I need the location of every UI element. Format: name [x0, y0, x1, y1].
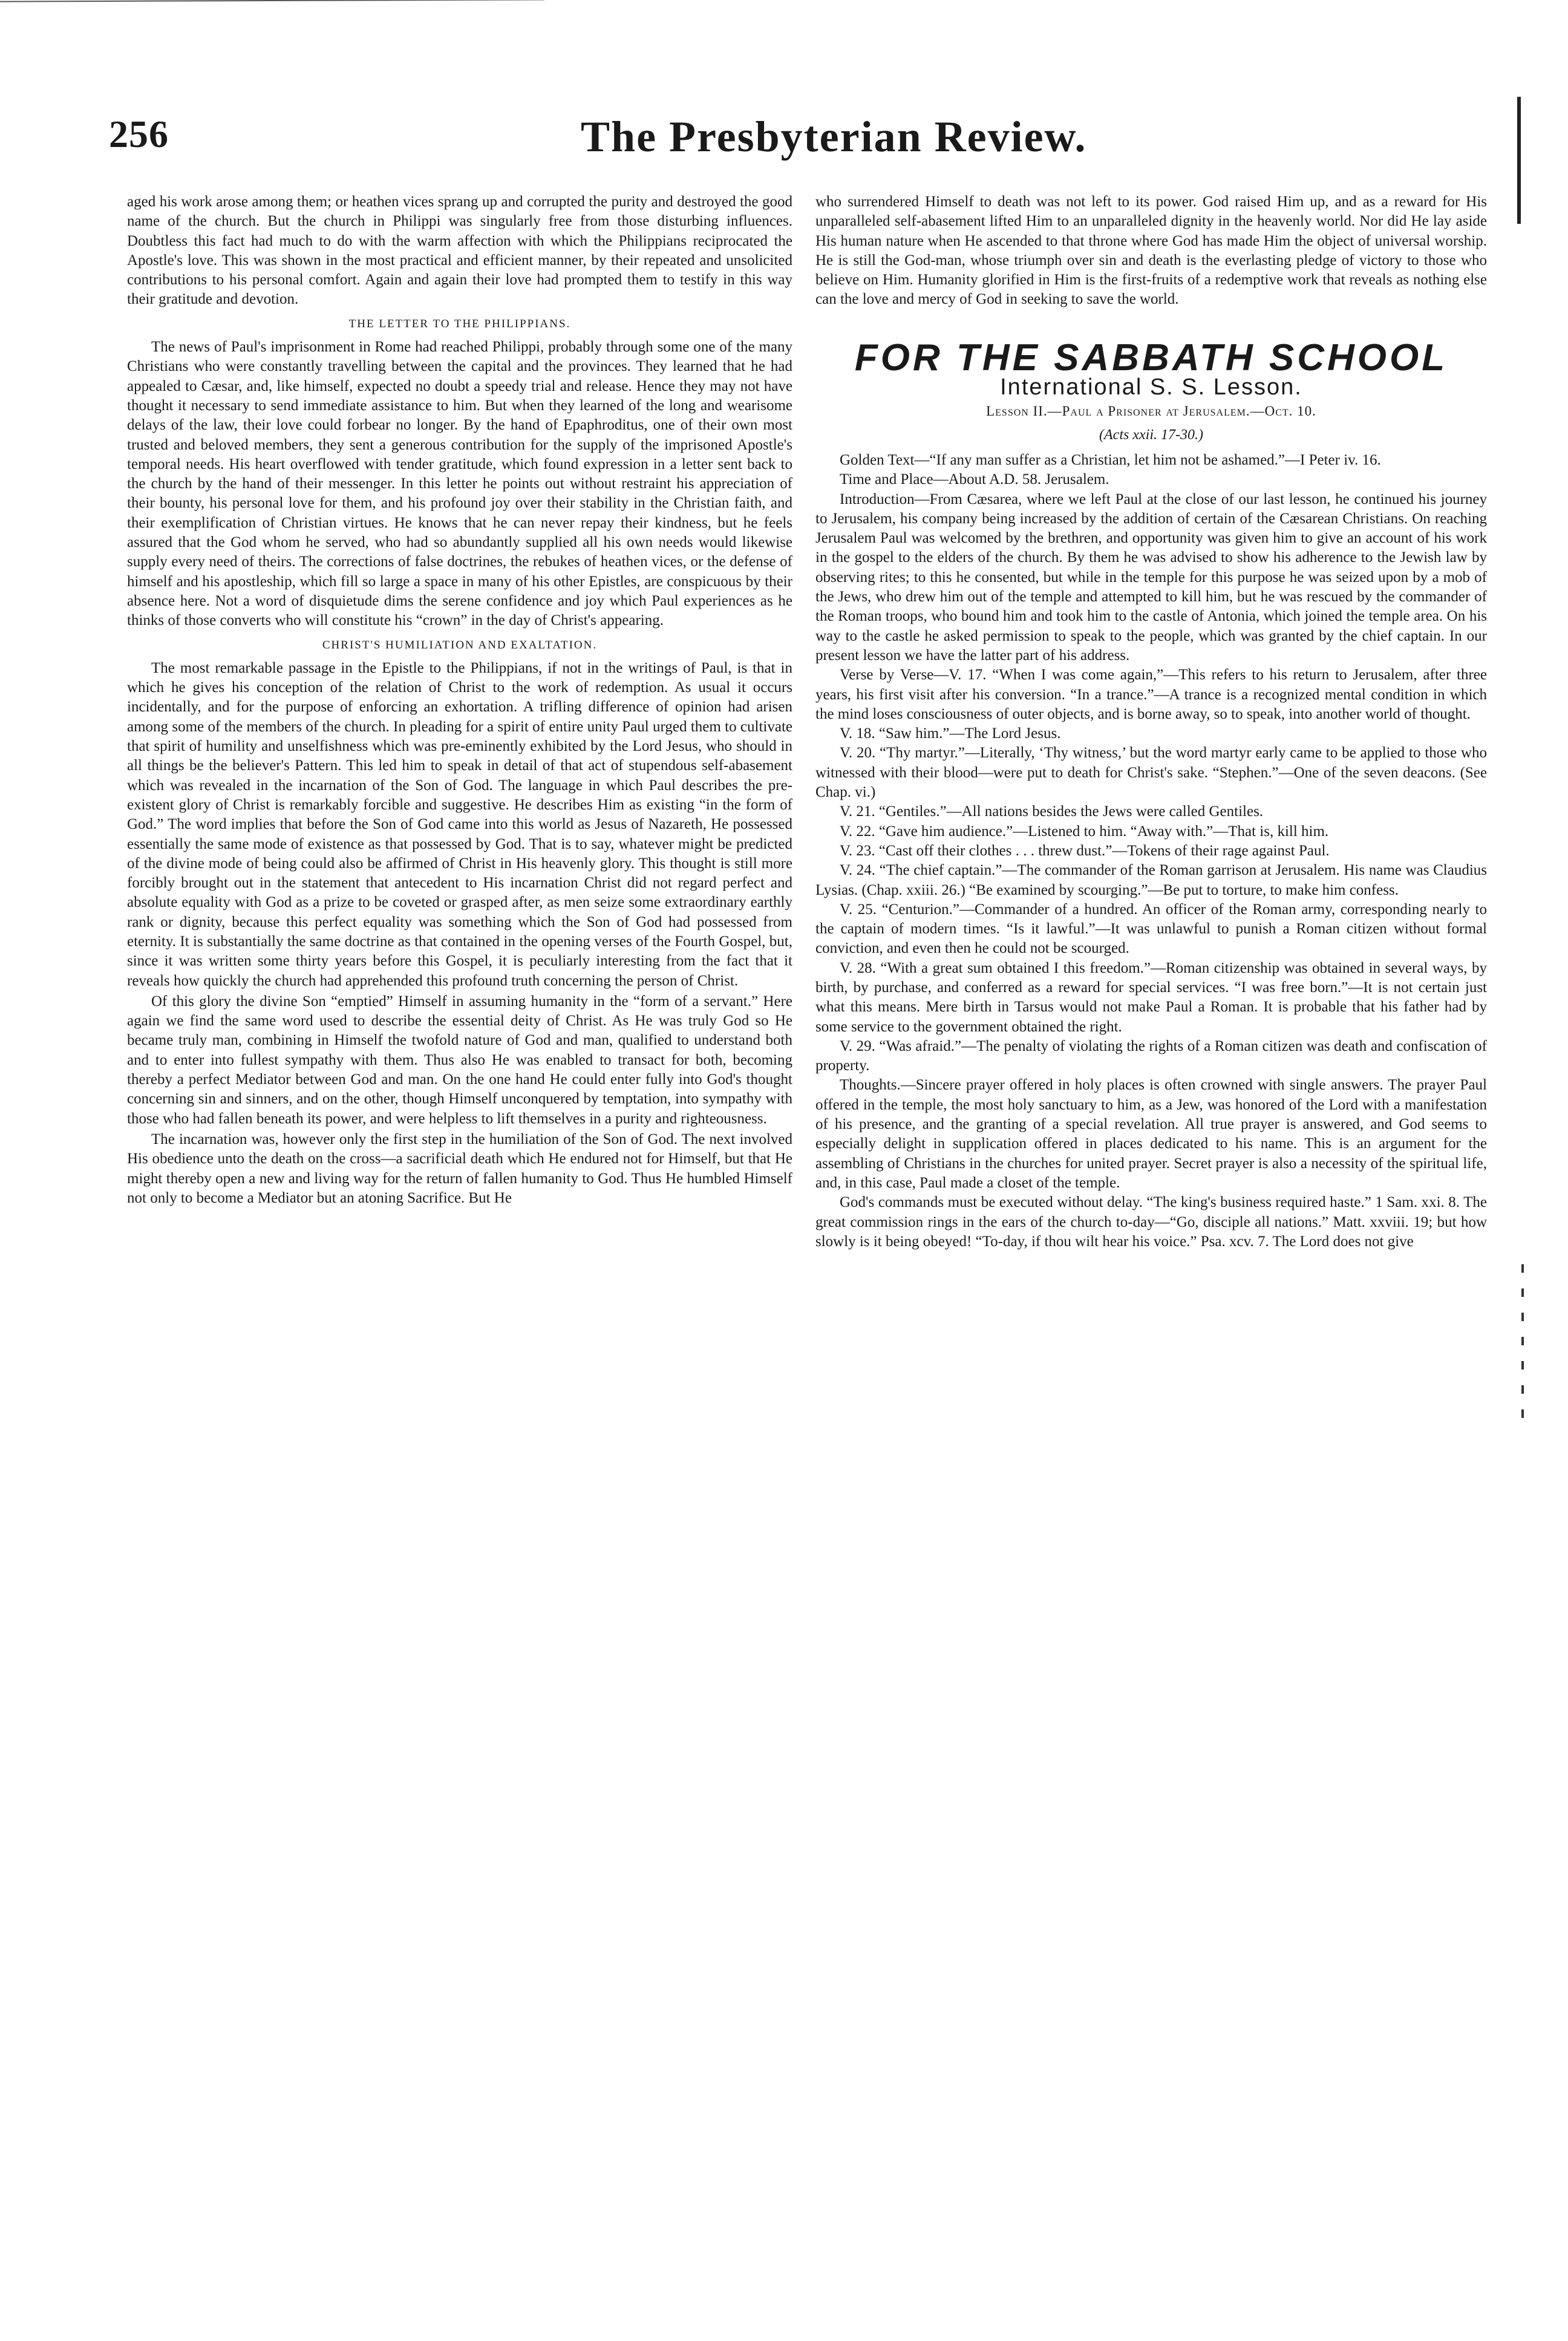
verse-note: V. 22. “Gave him audience.”—Listened to him. “Away with.”—That is, kill him.: [840, 823, 1329, 840]
scan-edge-line: [0, 0, 544, 10]
paragraph: The most remarkable passage in the Epistle to the Philippians, if not in the writings of Paul, is that in which he gives his conception of the relation of Christ to the work of redemption. As usual it occurs incidentally, and for the purpose of enforcing an exhortation. A trifling difference of opinion had arisen among some of the members of the church. In pleading for a spirit of entire unity Paul urged them to cultivate that spirit of humility and unselfishness which was pre-eminently exhibited by the Lord Jesus, who should in all things be the believer's Pattern. This led him to speak in detail of that act of stupendous self-abasement which was revealed in the incarnation of the Son of God. The language in which Paul describes the pre-existent glory of Christ is remarkably forcible and suggestive. He describes Him as existing “in the form of God.” The word implies that before the Son of God came into this world as Jesus of Nazareth, He possessed essentially the same mode of existence as that possessed by God. That is to say, whatever might be predicted of the divine mode of being could also be affirmed of Christ in His heavenly glory. This thought is still more forcibly brought out in the statement that antecedent to His incarnation Christ did not regard perfect and absolute equality with God as a prize to be coveted or grasped after, as men seize some extraordinary earthly rank or dignity, because this perfect equality was something which the Son of God had possessed from eternity. It is substantially the same doctrine as that contained in the opening verses of the Fourth Gospel, but, since it was written some thirty years before this Gospel, it is peculiarly interesting from the fact that it reveals how quickly the church had apprehended this profound truth concerning the person of Christ.: [127, 659, 792, 989]
final-paragraph: God's commands must be executed without delay. “The king's business required haste.” 1 Sam. xxi. 8. The great commission rings in the ears of the church to-day—“Go, disciple all nations.” Matt. xxviii. 19; but how slowly is it being obeyed! “To-day, if thou wilt hear his voice.” Psa. xcv. 7. The Lord does not give: [815, 1194, 1487, 1250]
paragraph: Of this glory the divine Son “emptied” Himself in assuming humanity in the “form of a servant.” Here again we find the same word used to describe the essential deity of Christ. As He was truly God so He became truly man, combining in Himself the twofold nature of God and man, qualified to understand both and to enter into fullest sympathy with them. Thus also He was enabled to transact for both, becoming thereby a perfect Mediator between God and man. On the one hand He could enter fully into God's thought concerning sin and sinners, and on the other, though Himself unconquered by temptation, into sympathy with those who had fallen beneath its power, and were helpless to lift themselves in a purity and righteousness.: [127, 993, 792, 1127]
scripture-reference: (Acts xxii. 17-30.): [1099, 426, 1203, 443]
sabbath-school-title: FOR THE SABBATH SCHOOL: [854, 336, 1448, 379]
verse-note: V. 28. “With a great sum obtained I this freedom.”—Roman citizenship was obtained in several ways, by birth, by purchase, and conferred as a reward for special services. “I was free born.”—It is not certain just what this means. Mere birth in Tarsus would not make Paul a Roman. It is probable that his father had by some service to the government obtained the right.: [815, 959, 1487, 1035]
page-header: [0, 112, 1568, 178]
paragraph: who surrendered Himself to death was not left to its power. God raised Him up, and as a reward for His unparalleled self-abasement lifted Him to an unparalleled dignity in the heavenly world. Nor did He lay aside His human nature when He ascended to that throne where God has made Him the object of universal worship. He is still the God-man, whose triumph over sin and death is the everlasting pledge of victory to those who believe on Him. Humanity glorified in Him is the first-fruits of a redemptive work that reveals as nothing else can the love and mercy of God in seeking to save the world.: [815, 194, 1487, 308]
introduction: Introduction—From Cæsarea, where we left Paul at the close of our last lesson, he continued his journey to Jerusalem, his company being increased by the addition of certain of the Cæsarean Christians. On reaching Jerusalem Paul was welcomed by the brethren, and opportunity was given him to give an account of his work in the gospel to the elders of the church. By them he was advised to show his adherence to the Jewish law by observing rites; to this he consented, but while in the temple for this purpose he was seized upon by a mob of the Jews, who drew him out of the temple and attempted to kill him, but he was rescued by the commander of the Roman troops, who bound him and took him to the castle of Antonia, which joined the temple area. On his way to the castle he asked permission to speak to the people, which was granted by the chief captain. In our present lesson we have the latter part of his address.: [815, 491, 1487, 664]
verse-note: V. 21. “Gentiles.”—All nations besides the Jews were called Gentiles.: [840, 803, 1264, 820]
verse-note: V. 29. “Was afraid.”—The penalty of violating the rights of a Roman citizen was death and confiscation of property.: [815, 1037, 1487, 1074]
section-heading: CHRIST'S HUMILIATION AND EXALTATION.: [322, 638, 598, 651]
verse-note: V. 20. “Thy martyr.”—Literally, ‘Thy witness,’ but the word martyr early came to be applied to those who witnessed with their blood—were put to death for Christ's sake. “Stephen.”—One of the seven deacons. (See Chap. vi.): [815, 745, 1487, 801]
margin-tick: [1521, 1409, 1524, 1418]
thoughts: Thoughts.—Sincere prayer offered in holy places is often crowned with single answers. The prayer Paul offered in the temple, the most holy sanctuary to him, as a Jew, was honored of the Lord with a manifestation of his presence, and the granting of a special revelation. All true prayer is answered, and God seems to especially delight in supplication offered in places dedicated to his name. This is an argument for the assembling of Christians in the churches for united prayer. Secret prayer is also a necessity of the spiritual life, and, in this case, Paul made a closet of the temple.: [815, 1077, 1487, 1191]
page-number: 256: [109, 113, 169, 155]
margin-tick: [1521, 1264, 1524, 1273]
margin-tick: [1521, 1313, 1524, 1321]
margin-scan-marks: [1520, 1264, 1526, 1446]
binding-edge-mark: [1517, 97, 1521, 224]
golden-text: Golden Text—“If any man suffer as a Christian, let him not be ashamed.”—I Peter iv. 16.: [840, 451, 1381, 468]
paragraph: aged his work arose among them; or heathen vices sprang up and corrupted the purity and destroyed the good name of the church. But the church in Philippi was singularly free from those disturbing influences. Doubtless this fact had much to do with the warm affection with which the Philippians reciprocated the Apostle's love. This was shown in the most practical and efficient manner, by their repeated and unsolicited contributions to his personal comfort. Again and again their love had prompted them to testify in this way their gratitude and devotion.: [127, 194, 792, 308]
verse-note: Verse by Verse—V. 17. “When I was come again,”—This refers to his return to Jerusalem, after three years, his first visit after his conversion. “In a trance.”—A trance is a recognized mental condition in which the mind loses consciousness of outer objects, and is borne away, so to speak, into another world of thought.: [815, 667, 1487, 722]
paragraph: The news of Paul's imprisonment in Rome had reached Philippi, probably through some one of the many Christians who were constantly travelling between the capital and the provinces. They learned that he had appealed to Cæsar, and, like himself, expected no doubt a speedy trial and release. Hence they may not have thought it necessary to send immediate assistance to him. But when they learned of the long and wearisome delays of the law, their love could forbear no longer. By the hand of Epaphroditus, one of their own most trusted and beloved members, they sent a generous contribution for the supply of the imprisoned Apostle's temporal needs. His heart overflowed with tender gratitude, which found expression in a letter sent back to the church by the hand of their messenger. In this letter he points out without restraint his appreciation of their bounty, his personal love for them, and his profound joy over their stability in the Christian faith, and their exemplification of Christian virtues. He knows that he can never repay their kindness, but he feels assured that the God whom he served, who had so abundantly supplied all his own needs would likewise supply every need of theirs. The corrections of false doctrines, the rebukes of heathen vices, or the defense of himself and his apostleship, which fill so large a space in many of his other Epistles, are conspicuous by their absence here. Not a word of disquietude dims the serene confidence and joy which Paul experiences as he thinks of those converts who will constitute his “crown” in the day of Christ's appearing.: [127, 339, 792, 629]
left-column: [127, 192, 792, 2261]
section-heading: THE LETTER TO THE PHILIPPIANS.: [348, 317, 571, 330]
margin-tick: [1521, 1385, 1524, 1394]
lesson-line: Lesson II.—Paul a Prisoner at Jerusalem.—Oct. 10.: [986, 403, 1316, 419]
lesson-header: International S. S. Lesson.: [1000, 374, 1302, 400]
margin-tick: [1521, 1337, 1524, 1345]
verse-note: V. 18. “Saw him.”—The Lord Jesus.: [840, 725, 1061, 742]
right-column: [815, 192, 1487, 2261]
paragraph: The incarnation was, however only the first step in the humiliation of the Son of God. The next involved His obedience unto the death on the cross—a sacrificial death which He endured not for Himself, but that He might thereby open a new and living way for the return of fallen humanity to God. Thus He humbled Himself not only to become a Mediator but an atoning Sacrifice. But He: [127, 1131, 792, 1206]
margin-tick: [1521, 1288, 1524, 1297]
verse-note: V. 25. “Centurion.”—Commander of a hundred. An officer of the Roman army, corresponding nearly to the captain of modern times. “Is it lawful.”—It was unlawful to punish a Roman citizen without formal conviction, and even then he could not be scourged.: [815, 901, 1487, 957]
journal-title: The Presbyterian Review.: [581, 113, 1087, 161]
margin-tick: [1521, 1361, 1524, 1370]
verse-note: V. 23. “Cast off their clothes . . . threw dust.”—Tokens of their rage against Paul.: [840, 842, 1330, 859]
time-and-place: Time and Place—About A.D. 58. Jerusalem.: [840, 471, 1109, 488]
verse-note: V. 24. “The chief captain.”—The commander of the Roman garrison at Jerusalem. His name was Claudius Lysias. (Chap. xxiii. 26.) “Be examined by scourging.”—Be put to torture, to make him confess.: [815, 862, 1487, 898]
